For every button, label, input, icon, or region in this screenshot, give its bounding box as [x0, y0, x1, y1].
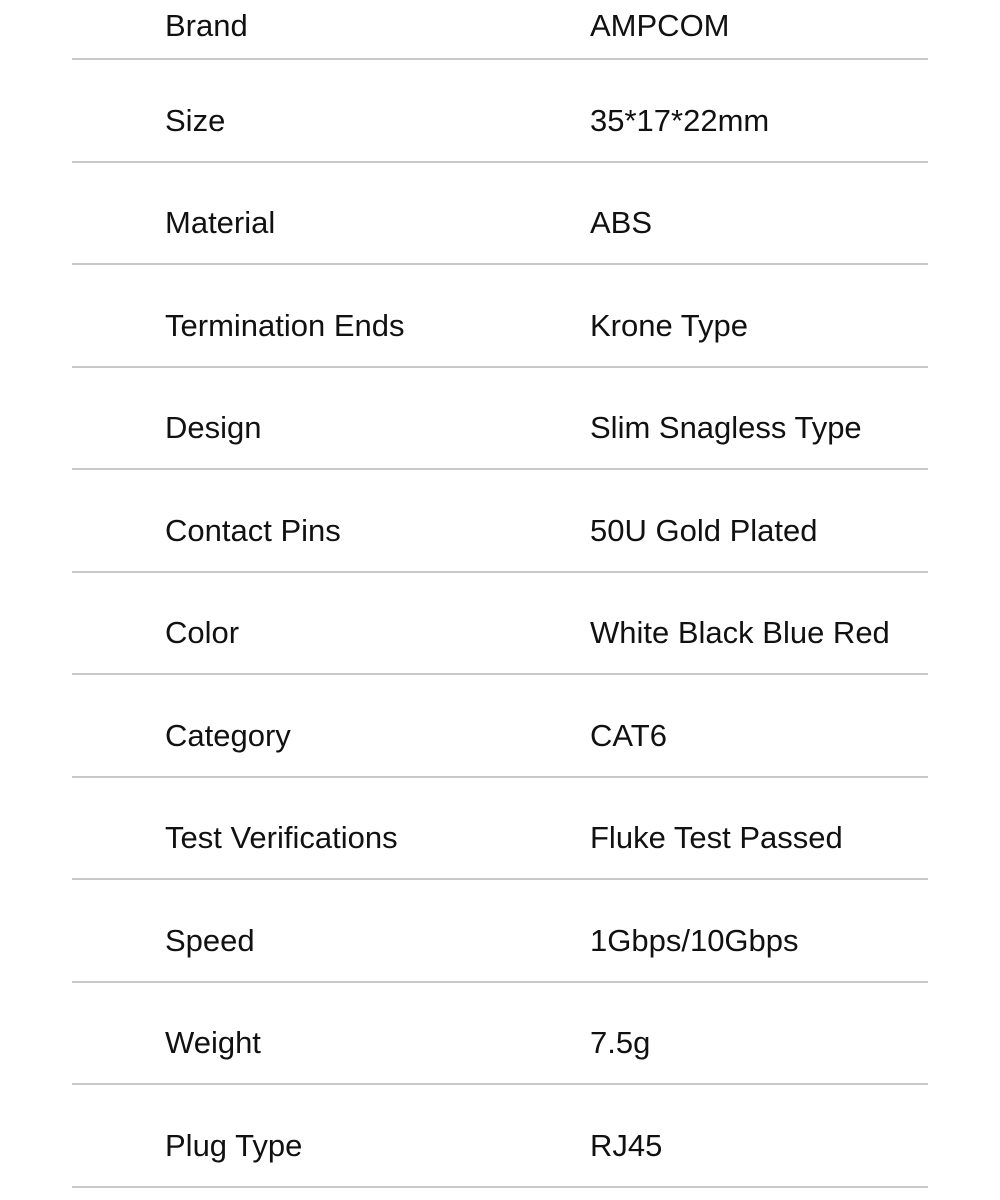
spec-value: Slim Snagless Type: [590, 410, 862, 445]
spec-row-color: [72, 573, 928, 676]
spec-label: Color: [165, 615, 240, 650]
spec-row-contact-pins: [72, 470, 928, 573]
spec-value: Krone Type: [590, 307, 748, 343]
spec-row-material: [72, 163, 928, 266]
spec-row-test-verifications: [72, 778, 928, 881]
spec-label: Brand: [165, 8, 248, 43]
spec-row-plug-type: [72, 1085, 928, 1188]
spec-label: Design: [165, 410, 262, 445]
spec-label: Material: [165, 205, 276, 240]
spec-label: Test Verifications: [165, 820, 398, 855]
spec-value: 1Gbps/10Gbps: [590, 922, 799, 958]
spec-label: Weight: [165, 1025, 261, 1060]
spec-label: Plug Type: [165, 1127, 303, 1163]
spec-value: White Black Blue Red: [590, 615, 890, 650]
spec-label: Size: [165, 102, 226, 138]
spec-row-termination-ends: [72, 265, 928, 368]
spec-table: [72, 0, 928, 1188]
spec-value: 35*17*22mm: [590, 102, 770, 138]
spec-value: AMPCOM: [590, 8, 730, 43]
spec-row-weight: [72, 983, 928, 1086]
spec-label: Speed: [165, 922, 255, 958]
spec-value: 7.5g: [590, 1025, 651, 1060]
spec-value: CAT6: [590, 717, 667, 753]
spec-label: Category: [165, 717, 291, 753]
spec-value: Fluke Test Passed: [590, 820, 843, 855]
spec-label: Termination Ends: [165, 307, 405, 343]
spec-label: Contact Pins: [165, 512, 341, 548]
spec-row-brand: [72, 0, 928, 60]
spec-row-category: [72, 675, 928, 778]
spec-row-speed: [72, 880, 928, 983]
spec-value: RJ45: [590, 1127, 663, 1163]
spec-value: 50U Gold Plated: [590, 512, 818, 548]
spec-value: ABS: [590, 205, 653, 240]
spec-row-design: [72, 368, 928, 471]
spec-row-size: [72, 60, 928, 163]
